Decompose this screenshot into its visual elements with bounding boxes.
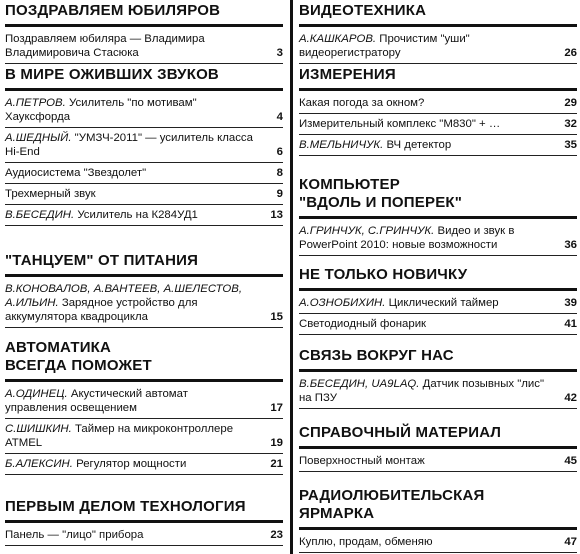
column-divider — [290, 0, 293, 554]
page-number: 21 — [270, 458, 283, 470]
page-number: 15 — [270, 311, 283, 323]
entry-title: Прочистим "уши" видеорегистратору — [299, 33, 470, 59]
toc-entry[interactable] — [5, 29, 283, 64]
entry-title: Регулятор мощности — [76, 458, 187, 470]
section-title: ИЗМЕРЕНИЯ — [299, 66, 577, 91]
entry-title: Датчик позывных "лис" на ПЗУ — [299, 378, 545, 404]
toc-section — [5, 2, 283, 64]
section-title: КОМПЬЮТЕР "ВДОЛЬ И ПОПЕРЕК" — [299, 176, 577, 219]
page-number: 41 — [564, 318, 577, 330]
toc-section — [299, 347, 577, 409]
entry-title: Поверхностный монтаж — [299, 455, 425, 467]
toc-entry[interactable] — [5, 454, 283, 475]
toc-section — [299, 487, 577, 553]
entry-title: Усилитель на К284УД1 — [77, 209, 198, 221]
entry-title: Куплю, продам, обменяю — [299, 536, 433, 548]
entry-title: Трехмерный звук — [5, 188, 96, 200]
entry-author: А.КАШКАРОВ. — [299, 33, 377, 45]
toc-section — [5, 339, 283, 475]
toc-entry[interactable] — [299, 29, 577, 64]
toc-entry[interactable] — [5, 384, 283, 419]
entry-author: А.ПЕТРОВ. — [5, 97, 66, 109]
page-number: 6 — [276, 146, 283, 158]
toc-entry[interactable] — [299, 114, 577, 135]
entry-title: Светодиодный фонарик — [299, 318, 427, 330]
toc-section — [5, 252, 283, 328]
page-number: 17 — [270, 402, 283, 414]
page-number: 13 — [270, 209, 283, 221]
entry-title: Акустический автомат управления освещением — [5, 388, 188, 414]
page-number: 32 — [564, 118, 577, 130]
entry-title: Какая погода за окном? — [299, 97, 425, 109]
entry-author: Б.АЛЕКСИН. — [5, 458, 73, 470]
entry-title: "УМЗЧ-2011" — усилитель класса Hi-End — [5, 132, 253, 158]
section-title: ВИДЕОТЕХНИКА — [299, 2, 577, 27]
entry-author: В.БЕСЕДИН, UA9LAQ. — [299, 378, 420, 390]
entry-title: Измерительный комплекс "М830" + … — [299, 118, 501, 130]
entry-title: Поздравляем юбиляра — Владимира Владимировича Стасюка — [5, 33, 205, 59]
entry-title: Усилитель "по мотивам" Хауксфорда — [5, 97, 197, 123]
entry-title: Зарядное устройство для аккумулятора квадроцикла — [5, 297, 198, 323]
entry-author: С.ШИШКИН. — [5, 423, 72, 435]
toc-entry[interactable] — [299, 451, 577, 472]
toc-section — [299, 266, 577, 335]
page-number: 26 — [564, 47, 577, 59]
entry-author: А.ОЗНОБИХИН. — [299, 297, 386, 309]
entry-author: В.БЕСЕДИН. — [5, 209, 75, 221]
entry-author: В.МЕЛЬНИЧУК. — [299, 139, 384, 151]
page-number: 39 — [564, 297, 577, 309]
toc-entry[interactable] — [299, 135, 577, 156]
toc-entry[interactable] — [5, 525, 283, 546]
entry-title: Аудиосистема "Звездолет" — [5, 167, 147, 179]
entry-title: ВЧ детектор — [386, 139, 452, 151]
page-number: 47 — [564, 536, 577, 548]
entry-title: Видео и звук в PowerPoint 2010: новые возможности — [299, 225, 515, 251]
section-title: АВТОМАТИКА ВСЕГДА ПОМОЖЕТ — [5, 339, 283, 382]
toc-section — [5, 66, 283, 226]
entry-title: Таймер на микроконтроллере ATMEL — [5, 423, 234, 449]
page-number: 9 — [276, 188, 283, 200]
toc-entry[interactable] — [299, 221, 577, 256]
toc-section — [299, 176, 577, 256]
toc-section — [299, 424, 577, 472]
toc-entry[interactable] — [5, 128, 283, 163]
toc-entry[interactable] — [299, 374, 577, 409]
toc-entry[interactable] — [299, 93, 577, 114]
page-number: 3 — [276, 47, 283, 59]
toc-entry[interactable] — [5, 163, 283, 184]
toc-entry[interactable] — [5, 93, 283, 128]
entry-title: Циклический таймер — [388, 297, 499, 309]
entry-author: А.ШЕДНЫЙ. — [5, 132, 72, 144]
page-number: 35 — [564, 139, 577, 151]
toc-entry[interactable] — [5, 205, 283, 226]
entry-author: А.ГРИНЧУК, С.ГРИНЧУК. — [299, 225, 435, 237]
section-title: НЕ ТОЛЬКО НОВИЧКУ — [299, 266, 577, 291]
toc-section — [5, 498, 283, 546]
toc-section — [299, 2, 577, 64]
page-number: 4 — [276, 111, 283, 123]
entry-title: Панель — "лицо" прибора — [5, 529, 144, 541]
section-title: СВЯЗЬ ВОКРУГ НАС — [299, 347, 577, 372]
section-title: РАДИОЛЮБИТЕЛЬСКАЯ ЯРМАРКА — [299, 487, 577, 530]
section-title: ПЕРВЫМ ДЕЛОМ ТЕХНОЛОГИЯ — [5, 498, 283, 523]
toc-entry[interactable] — [299, 314, 577, 335]
section-title: В МИРЕ ОЖИВШИХ ЗВУКОВ — [5, 66, 283, 91]
toc-entry[interactable] — [299, 293, 577, 314]
page-number: 8 — [276, 167, 283, 179]
section-title: СПРАВОЧНЫЙ МАТЕРИАЛ — [299, 424, 577, 449]
toc-entry[interactable] — [5, 419, 283, 454]
page-number: 36 — [564, 239, 577, 251]
section-title: ПОЗДРАВЛЯЕМ ЮБИЛЯРОВ — [5, 2, 283, 27]
entry-author: А.ОДИНЕЦ. — [5, 388, 68, 400]
toc-entry[interactable] — [299, 532, 577, 553]
toc-entry[interactable] — [5, 279, 283, 328]
toc-section — [299, 66, 577, 156]
page-number: 23 — [270, 529, 283, 541]
page-number: 29 — [564, 97, 577, 109]
section-title: "ТАНЦУЕМ" ОТ ПИТАНИЯ — [5, 252, 283, 277]
page-number: 42 — [564, 392, 577, 404]
entry-author: В.КОНОВАЛОВ, А.ВАНТЕЕВ, А.ШЕЛЕСТОВ, А.ИЛЬИН. — [5, 283, 243, 309]
page-number: 19 — [270, 437, 283, 449]
toc-entry[interactable] — [5, 184, 283, 205]
page-number: 45 — [564, 455, 577, 467]
